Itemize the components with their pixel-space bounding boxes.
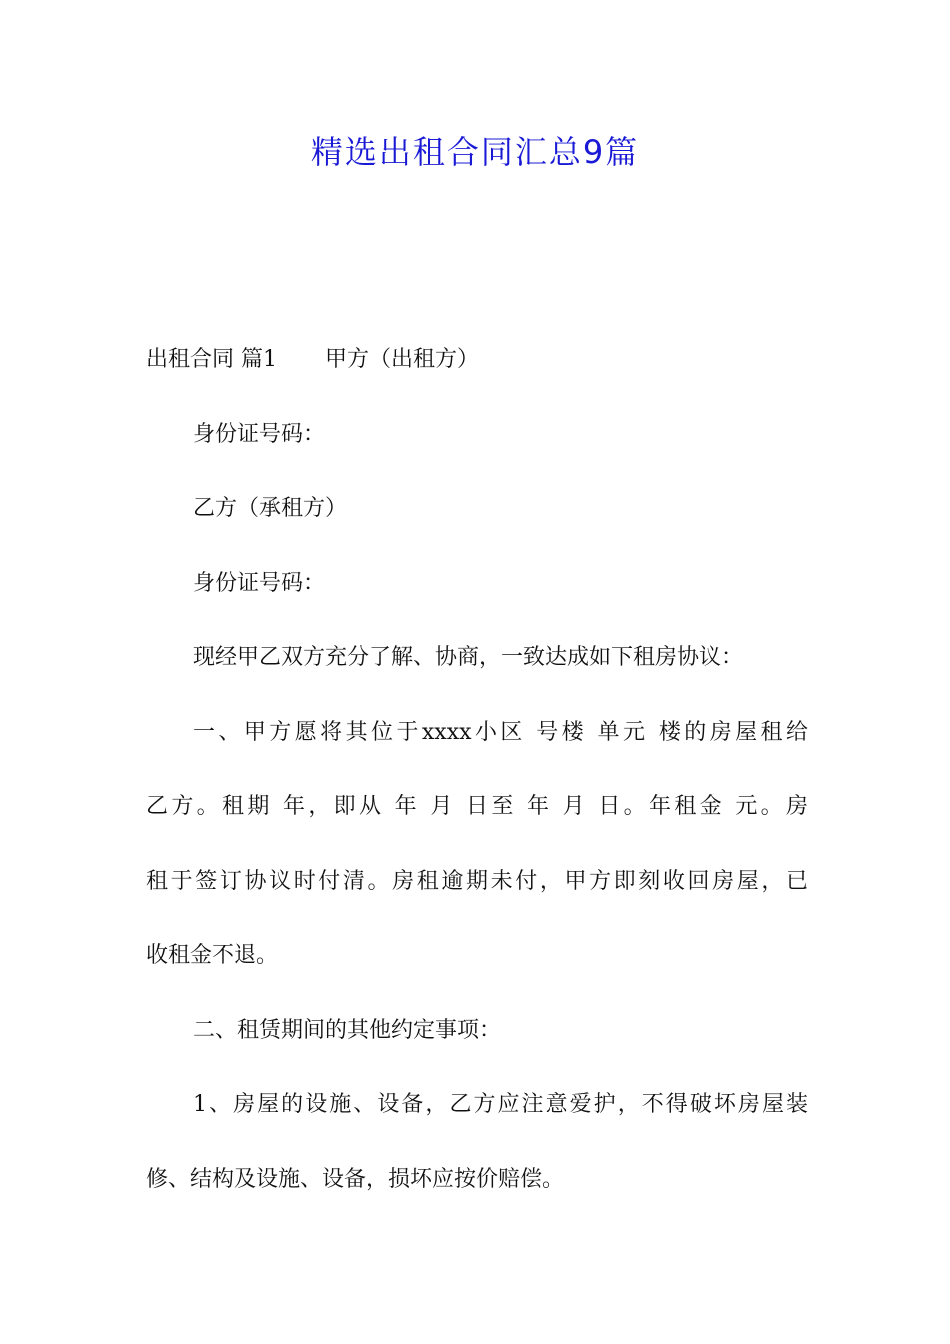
paragraph-line: 1、房屋的设施、设备，乙方应注意爱护，不得破坏房屋装	[193, 1092, 808, 1117]
paragraph-line: 身份证号码：	[193, 421, 326, 447]
paragraph-line: 一、甲方愿将其位于xxxx小区 号楼 单元 楼的房屋租给	[193, 719, 808, 745]
paragraph-line: 乙方（承租方）	[193, 496, 348, 521]
contract-section-label: 出租合同 篇1	[146, 347, 277, 372]
paragraph-line: 身份证号码：	[193, 570, 326, 596]
paragraph-line: 乙方。租期 年，即从 年 月 日至 年 月 日。年租金 元。房	[146, 794, 808, 819]
paragraph-line: 二、租赁期间的其他约定事项：	[193, 1017, 502, 1043]
paragraph-line: 收租金不退。	[146, 943, 279, 968]
party-a-label: 甲方（出租方）	[325, 347, 480, 372]
paragraph-line: 修、结构及设施、设备，损坏应按价赔偿。	[146, 1166, 565, 1192]
contract-heading-line	[146, 340, 808, 415]
paragraph-line: 现经甲乙双方充分了解、协商，一致达成如下租房协议：	[193, 645, 744, 670]
paragraph-line: 租于签订协议时付清。房租逾期未付，甲方即刻收回房屋，已	[146, 868, 808, 894]
document-title: 精选出租合同汇总9篇	[310, 133, 640, 171]
document-body	[146, 340, 808, 1234]
